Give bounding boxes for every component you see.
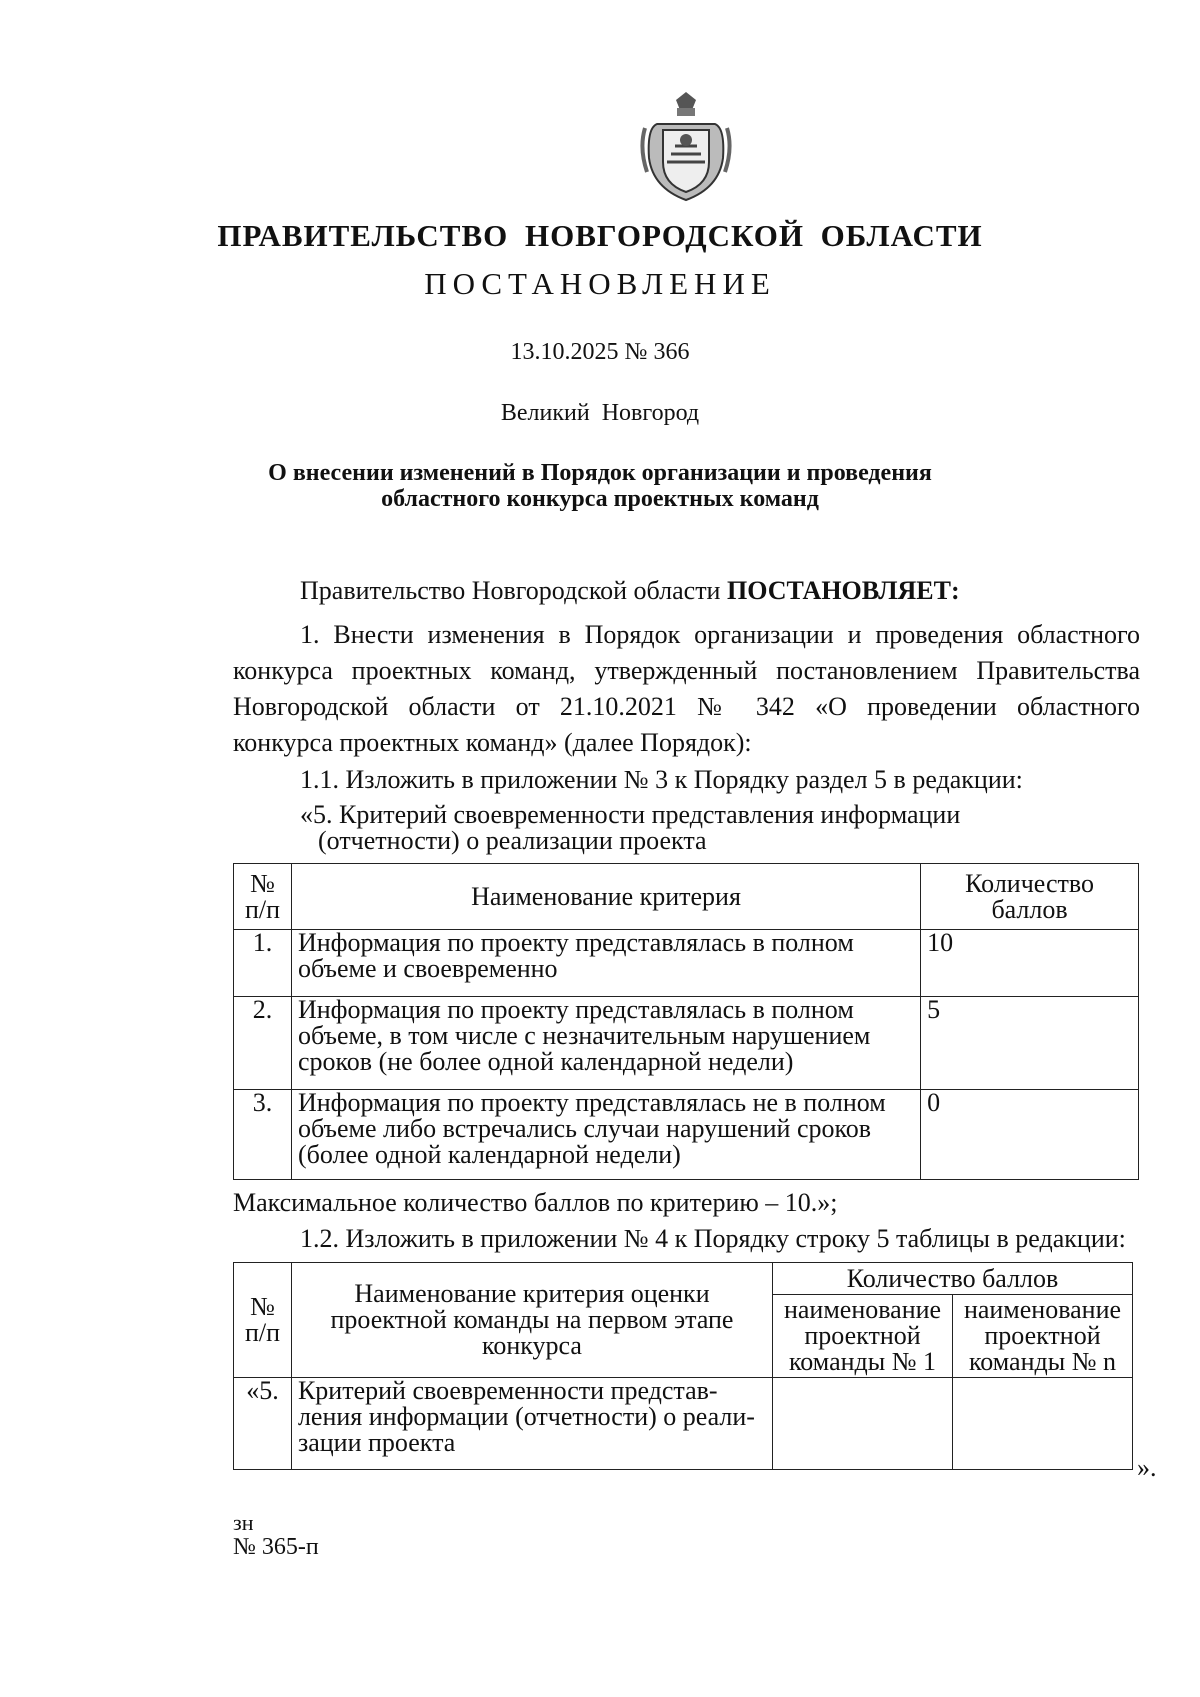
- row-points: 5: [921, 997, 1139, 1090]
- max-points-line: Максимальное количество баллов по критерию – 10.»;: [233, 1188, 838, 1217]
- row-criterion: Критерий своевременности представ-ления информации (отчетности) о реали-зации проекта: [291, 1378, 772, 1470]
- decree-bold: ПОСТАНОВЛЯЕТ:: [726, 576, 960, 605]
- decree-prefix: Правительство Новгородской области: [300, 576, 727, 605]
- footer-initials: зн: [233, 1510, 254, 1535]
- subject-line-1: О внесении изменений в Порядок организации и проведения: [268, 460, 932, 486]
- government-title: ПРАВИТЕЛЬСТВО НОВГОРОДСКОЙ ОБЛАСТИ: [217, 218, 983, 253]
- table-row: [234, 1090, 1139, 1180]
- table-row: [234, 930, 1139, 997]
- row-points: 0: [921, 1090, 1139, 1180]
- footer-reg-number: № 365-п: [233, 1534, 319, 1560]
- paragraph-1-1: 1.1. Изложить в приложении № 3 к Порядку раздел 5 в редакции:: [300, 765, 1023, 794]
- row-number: 2.: [234, 997, 292, 1090]
- document-date-number: 13.10.2025 № 366: [510, 339, 690, 365]
- row-points: 10: [921, 930, 1139, 997]
- paragraph-1-line-2: конкурса проектных команд, утвержденный постановлением Правительства: [233, 656, 1140, 685]
- row-team-1-points: [773, 1378, 953, 1470]
- header-points-group: Количество баллов: [773, 1263, 1133, 1295]
- header-number: № п/п: [234, 864, 292, 930]
- row-team-n-points: [953, 1378, 1133, 1470]
- document-city: Великий Новгород: [500, 400, 700, 426]
- paragraph-1-2: 1.2. Изложить в приложении № 4 к Порядку строку 5 таблицы в редакции:: [300, 1224, 1126, 1253]
- table-row: [234, 1378, 1133, 1470]
- paragraph-1-line-3: Новгородской области от 21.10.2021 № 342 «О проведении областного: [233, 692, 1140, 721]
- subject-line-2: областного конкурса проектных команд: [381, 486, 819, 512]
- header-points: Количество баллов: [921, 864, 1139, 930]
- table-row: [234, 997, 1139, 1090]
- row-criterion: Информация по проекту представлялась не в полном объеме либо встречались случаи нарушений сроков (более одной календарной недели): [291, 1090, 920, 1180]
- row-criterion: Информация по проекту представлялась в полном объеме и своевременно: [291, 930, 920, 997]
- decree-line: [300, 576, 960, 606]
- document-subject: [0, 460, 1200, 512]
- criteria-table-header: [234, 864, 1139, 930]
- paragraph-1-line-1: 1. Внести изменения в Порядок организации и проведения областного: [300, 620, 1140, 649]
- header-criterion-name: Наименование критерия: [291, 864, 920, 930]
- evaluation-table: [233, 1262, 1133, 1470]
- header-criterion-name: Наименование критерия оценки проектной команды на первом этапе конкурса: [291, 1263, 772, 1378]
- row-criterion: Информация по проекту представлялась в полном объеме, в том числе с незначительным нарушением сроков (не более одной календарной недели): [291, 997, 920, 1090]
- section-title-line-2: (отчетности) о реализации проекта: [318, 826, 707, 855]
- row-number: «5.: [234, 1378, 292, 1470]
- criteria-table: [233, 863, 1139, 1180]
- header-team-n: наименование проектной команды № n: [953, 1295, 1133, 1378]
- coat-of-arms-icon: [637, 88, 735, 204]
- closing-quote: ».: [1137, 1453, 1157, 1482]
- row-number: 3.: [234, 1090, 292, 1180]
- document-type: ПОСТАНОВЛЕНИЕ: [424, 266, 776, 301]
- header-team-1: наименование проектной команды № 1: [773, 1295, 953, 1378]
- section-title-line-1: «5. Критерий своевременности представления информации: [300, 800, 961, 829]
- header-number: № п/п: [234, 1263, 292, 1378]
- row-number: 1.: [234, 930, 292, 997]
- paragraph-1-line-4: конкурса проектных команд» (далее Порядок):: [233, 728, 752, 757]
